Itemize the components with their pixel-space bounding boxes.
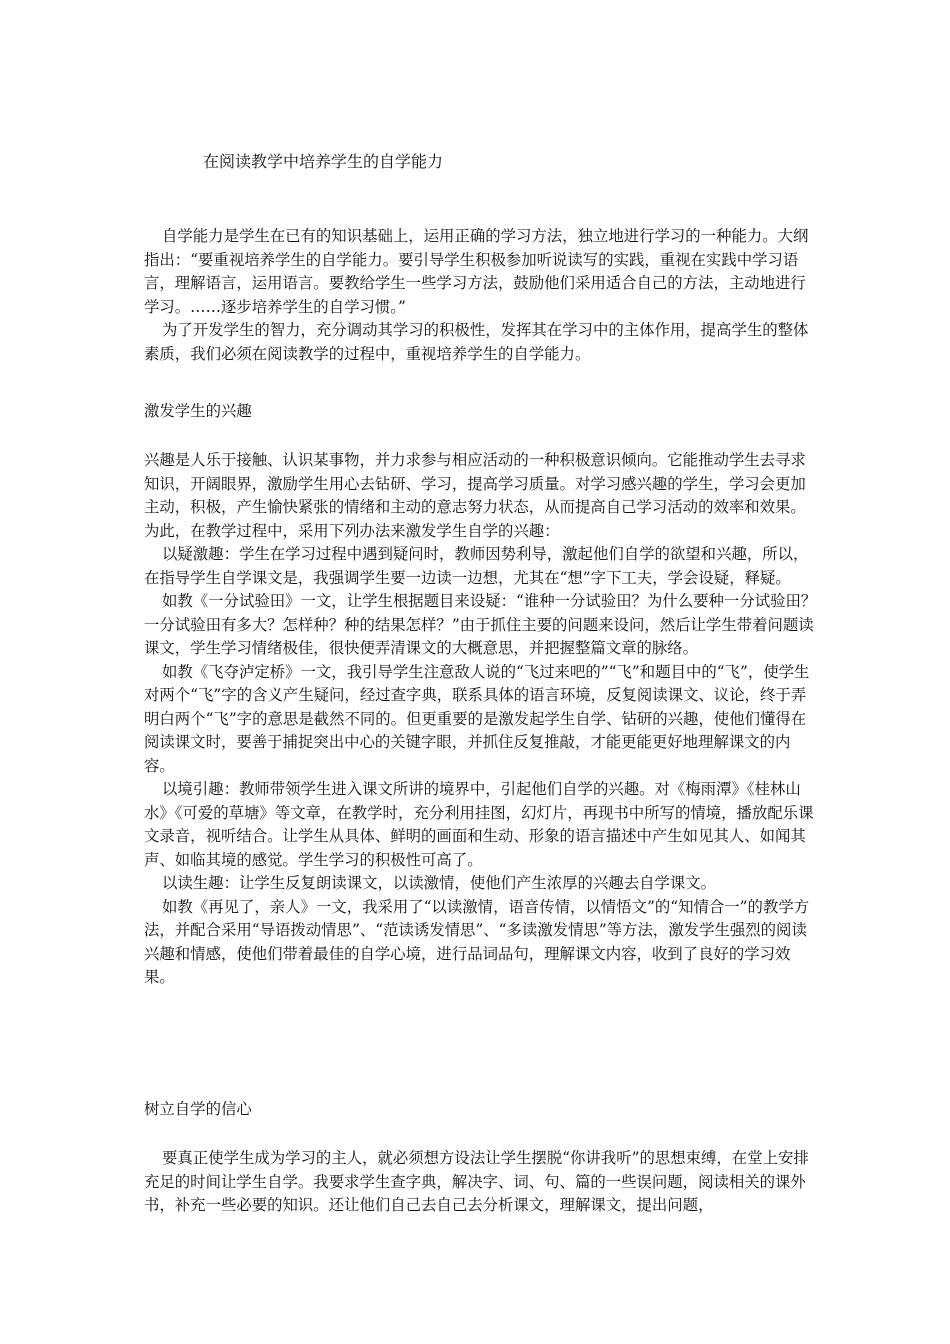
body-paragraph: 兴趣是人乐于接触、认识某事物，并力求参与相应活动的一种积极意识倾向。它能推动学生去寻求知识，开阔眼界，激励学生用心去钻研、学习，提高学习质量。对学习感兴趣的学生，学习会更加主动，积极，产生愉快紧张的情绪和主动的意志努力状态，从而提高自己学习活动的效率和效果。为此，在教学过程中，采用下列办法来激发学生自学的兴趣： bbox=[144, 451, 806, 540]
section-heading-interest: 激发学生的兴趣 bbox=[144, 402, 252, 420]
intro-paragraph: 为了开发学生的智力，充分调动其学习的积极性，发挥其在学习中的主体作用，提高学生的整体素质，我们必须在阅读教学的过程中，重视培养学生的自学能力。 bbox=[144, 321, 809, 363]
intro-section bbox=[144, 225, 820, 366]
section-heading-confidence: 树立自学的信心 bbox=[144, 1100, 252, 1118]
body-paragraph: 如教《飞夺泸定桥》一文，我引导学生注意敌人说的“飞过来吧的”“飞”和题目中的“飞”，使学生对两个“飞”字的含义产生疑问，经过查字典，联系具体的语言环境，反复阅读课文、议论，终于弄明白两个“飞”字的意思是截然不同的。但更重要的是激发起学生自学、钻研的兴趣，使他们懂得在阅读课文时，要善于捕捉突出中心的关键字眼，并抓住反复推敲，才能更能更好地理解课文的内容。 bbox=[144, 662, 810, 775]
body-paragraph: 如教《再见了，亲人》一文，我采用了“以读激情，语音传情，以情悟文”的“知情合一”的教学方法，并配合采用“导语拨动情思”、“范读诱发情思”、“多读激发情思”等方法，激发学生强烈的阅读兴趣和情感，使他们带着最佳的自学心境，进行品词品句，理解课文内容，收到了良好的学习效果。 bbox=[144, 897, 810, 986]
section-interest-body bbox=[144, 449, 820, 990]
body-paragraph: 如教《一分试验田》一文，让学生根据题目来设疑：“谁种一分试验田？为什么要种一分试验田？一分试验田有多大？怎样种？种的结果怎样？”由于抓住主要的问题来设问，然后让学生带着问题读课文，学生学习情绪极佳，很快便弄清课文的大概意思，并把握整篇文章的脉络。 bbox=[144, 592, 817, 657]
body-paragraph: 以境引趣：教师带领学生进入课文所讲的境界中，引起他们自学的兴趣。对《梅雨潭》《桂林山水》《可爱的草塘》等文章，在教学时，充分利用挂图，幻灯片，再现书中所写的情境，播放配乐课文录音，视听结合。让学生从具体、鲜明的画面和生动、形象的语言描述中产生如见其人、如闻其声、如临其境的感觉。学生学习的积极性可高了。 bbox=[144, 780, 814, 869]
document-title: 在阅读教学中培养学生的自学能力 bbox=[203, 152, 444, 171]
body-paragraph: 要真正使学生成为学习的主人，就必须想方设法让学生摆脱“你讲我听”的思想束缚，在堂上安排充足的时间让学生自学。我要求学生查字典，解决字、词、句、篇的一些误问题，阅读相关的课外书，补充一些必要的知识。还让他们自己去自己去分析课文，理解课文，提出问题， bbox=[144, 1149, 809, 1214]
body-paragraph: 以读生趣：让学生反复朗读课文，以读激情，使他们产生浓厚的兴趣去自学课文。 bbox=[162, 874, 717, 892]
body-paragraph: 以疑激趣：学生在学习过程中遇到疑问时，教师因势利导，激起他们自学的欲望和兴趣，所以，在指导学生自学课文是，我强调学生要一边读一边想，尤其在“想”字下工夫，学会设疑，释疑。 bbox=[144, 545, 809, 587]
intro-paragraph: 自学能力是学生在已有的知识基础上，运用正确的学习方法，独立地进行学习的一种能力。大纲指出：“要重视培养学生的自学能力。要引导学生积极参加听说读写的实践，重视在实践中学习语言，理解语言，运用语言。要教给学生一些学习方法，鼓励他们采用适合自己的方法，主动地进行学习。……逐步培养学生的自学习惯。” bbox=[144, 227, 809, 316]
section-confidence-body bbox=[144, 1147, 820, 1218]
